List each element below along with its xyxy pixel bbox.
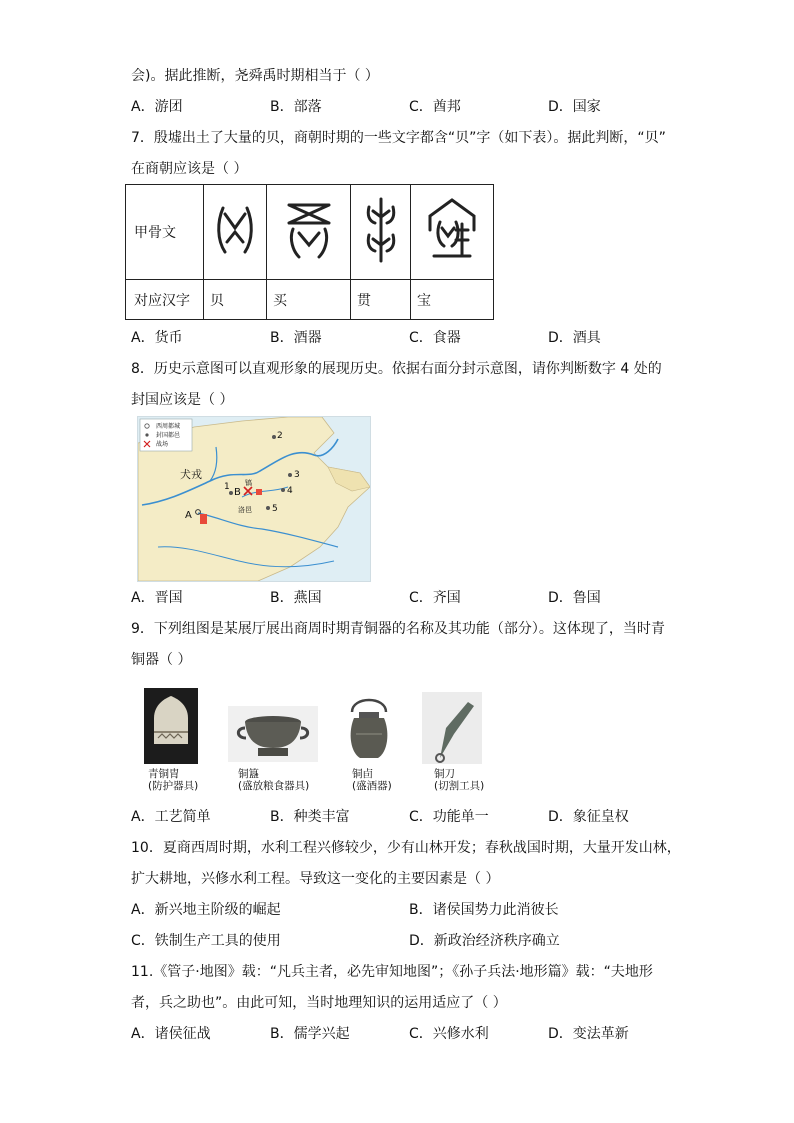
q11-option-c[interactable]: C．兴修水利	[409, 1026, 489, 1042]
q10-option-c[interactable]: C．铁制生产工具的使用	[131, 933, 281, 949]
q10-option-d[interactable]: D．新政治经济秩序确立	[409, 933, 560, 949]
bronze-name-helmet: 青铜胄	[148, 768, 180, 780]
oracle-glyph-mai	[267, 185, 351, 280]
q10-option-b[interactable]: B．诸侯国势力此消彼长	[409, 902, 559, 918]
q8-stem-line1: 8．历史示意图可以直观形象的展现历史。依据右面分封示意图，请你判断数字 4 处的	[131, 361, 662, 377]
table-header-oracle: 甲骨文	[126, 185, 204, 280]
bronze-func-helmet: (防护器具)	[148, 780, 199, 792]
label-3: 3	[294, 470, 300, 480]
q7-option-b[interactable]: B．酒器	[270, 330, 322, 346]
hanzi-mai: 买	[267, 280, 351, 320]
q7-stem-line1: 7．殷墟出土了大量的贝，商朝时期的一些文字都含“贝”字（如下表）。据此判断，“贝”	[131, 130, 666, 146]
label-quanrong: 犬戎	[180, 468, 202, 481]
q6-option-c[interactable]: C．酋邦	[409, 99, 461, 115]
label-5: 5	[272, 504, 278, 514]
bronze-name-gui: 铜簋	[238, 768, 259, 780]
q8-option-a[interactable]: A．晋国	[131, 590, 183, 606]
bronze-func-knife: (切割工具)	[434, 780, 485, 792]
q8-option-d[interactable]: D．鲁国	[548, 590, 601, 606]
legend-fief: 封国都邑	[156, 432, 181, 439]
bronze-name-you: 铜卣	[352, 768, 373, 780]
q9-stem-line1: 9．下列组图是某展厅展出商周时期青铜器的名称及其功能（部分）。这体现了，当时青	[131, 621, 665, 637]
label-hao: 镐	[245, 479, 252, 487]
bronze-func-you: (盛酒器)	[352, 780, 392, 792]
q11-option-a[interactable]: A．诸侯征战	[131, 1026, 211, 1042]
q8-stem-line2: 封国应该是（ ）	[131, 392, 234, 408]
q8-option-b[interactable]: B．燕国	[270, 590, 322, 606]
label-2: 2	[277, 431, 283, 441]
label-luoyi: 洛邑	[238, 506, 252, 514]
hanzi-guan: 贯	[351, 280, 411, 320]
q11-option-b[interactable]: B．儒学兴起	[270, 1026, 350, 1042]
q9-option-c[interactable]: C．功能单一	[409, 809, 489, 825]
q6-option-d[interactable]: D．国家	[548, 99, 601, 115]
q11-option-d[interactable]: D．变法革新	[548, 1026, 629, 1042]
label-4: 4	[287, 486, 293, 496]
bronze-func-gui: (盛放粮食器具)	[238, 780, 310, 792]
table-header-hanzi: 对应汉字	[126, 280, 204, 320]
q10-option-a[interactable]: A．新兴地主阶级的崛起	[131, 902, 281, 918]
q9-option-b[interactable]: B．种类丰富	[270, 809, 350, 825]
hanzi-bao: 宝	[411, 280, 494, 320]
q11-stem-line2: 者，兵之助也”。由此可知，当时地理知识的运用适应了（ ）	[131, 995, 507, 1011]
bronze-name-knife: 铜刀	[434, 768, 455, 780]
legend-battlefield: 战场	[156, 441, 169, 448]
q10-stem-line2: 扩大耕地，兴修水利工程。导致这一变化的主要因素是（ ）	[131, 871, 500, 887]
oracle-glyph-bei	[204, 185, 267, 280]
q9-stem-line2: 铜器（ ）	[131, 652, 192, 668]
label-a: A	[185, 510, 192, 521]
q7-option-a[interactable]: A．货币	[131, 330, 183, 346]
q7-stem-line2: 在商朝应该是（ ）	[131, 161, 248, 177]
hanzi-bei: 贝	[204, 280, 267, 320]
q9-option-d[interactable]: D．象征皇权	[548, 809, 629, 825]
q8-option-c[interactable]: C．齐国	[409, 590, 461, 606]
fenfeng-map	[137, 416, 371, 582]
q7-option-c[interactable]: C．食器	[409, 330, 461, 346]
q11-stem-line1: 11.《管子·地图》载：“凡兵主者，必先审知地图”；《孙子兵法·地形篇》载：“夫地形	[131, 964, 653, 980]
q9-option-a[interactable]: A．工艺简单	[131, 809, 211, 825]
label-b: B	[234, 487, 241, 498]
q6-stem: 会)。据此推断，尧舜禹时期相当于（ ）	[131, 68, 379, 84]
oracle-glyph-guan	[351, 185, 411, 280]
q6-option-b[interactable]: B．部落	[270, 99, 322, 115]
q10-stem-line1: 10．夏商西周时期，水利工程兴修较少，少有山林开发；春秋战国时期，大量开发山林，	[131, 840, 681, 856]
q7-option-d[interactable]: D．酒具	[548, 330, 601, 346]
oracle-glyph-bao	[411, 185, 494, 280]
bronze-ware-photos	[140, 688, 485, 794]
label-1: 1	[224, 482, 230, 492]
oracle-bone-table	[125, 184, 494, 320]
q6-option-a[interactable]: A．游团	[131, 99, 183, 115]
legend-capital: 西周都城	[156, 423, 181, 430]
